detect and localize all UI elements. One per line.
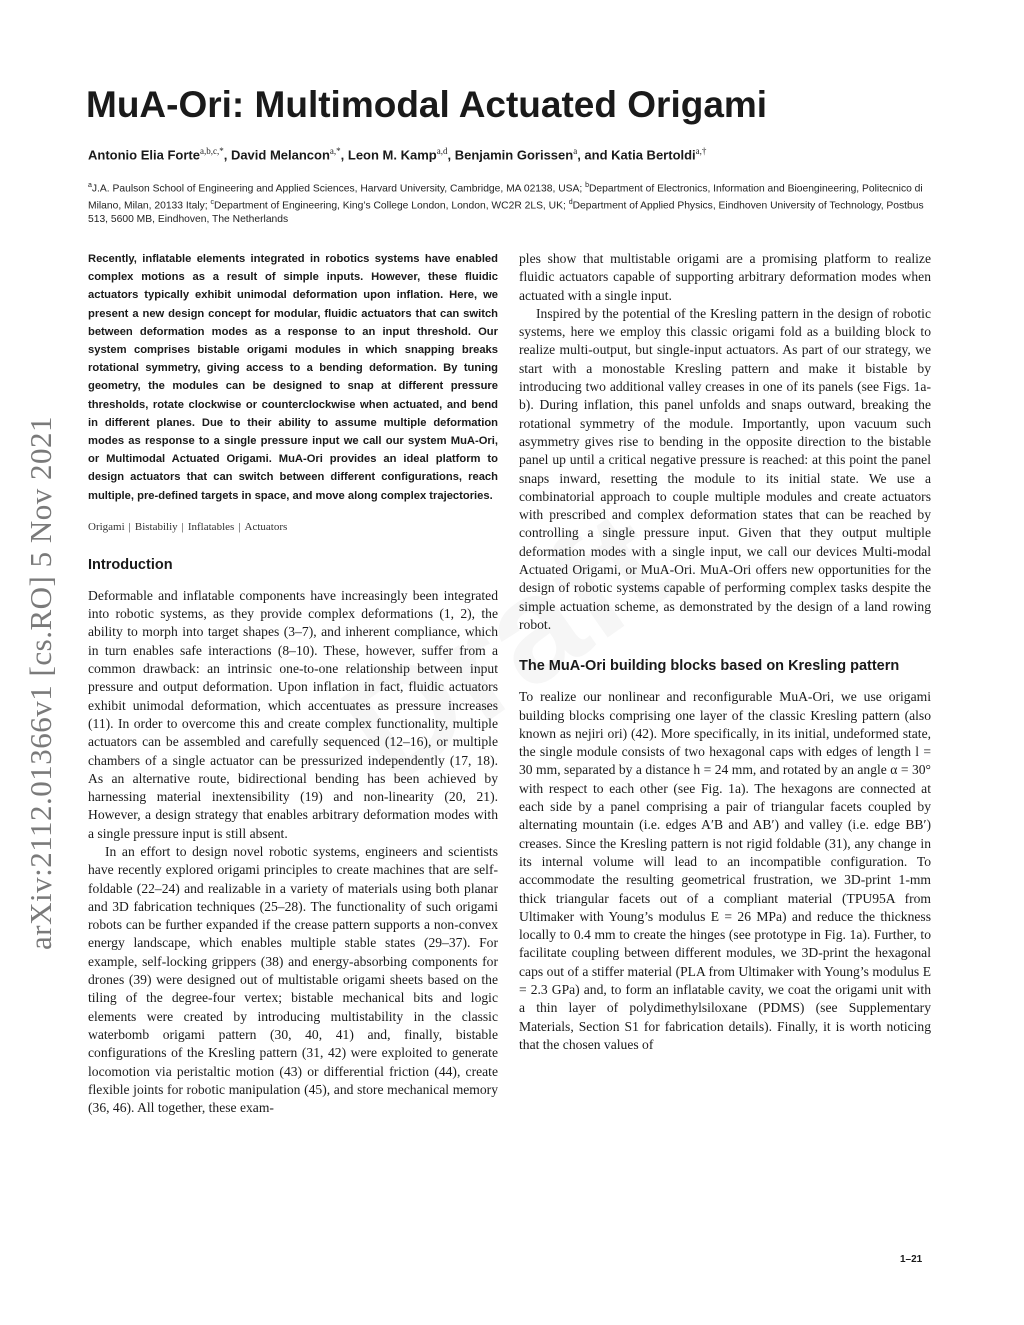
keyword: Origami: [88, 520, 125, 533]
author-affiliation-marker: a,†: [695, 146, 707, 156]
paragraph: Inspired by the potential of the Kresling pattern in the design of robotic systems, here we employ this classic origami fold as a building block to realize multi-output, but single-input actuators. As part of our strategy, we start with a monostable Kresling pattern and make it bistable by introducing two additional valley creases in one of its panels (see Figs. 1a-b). During inflation, this panel unfolds and snaps outward, breaking the rotational symmetry of the module. Importantly, upon vacuum such asymmetry gives rise to bending in the opposite direction to the bistable panel up until a critical negative pressure is reached: at this point the panel snaps inward, resetting the module to its initial state. We use a combinatorial approach to couple multiple modules and create actuators with prescribed and complex deformation states that can be reached by controlling a single pressure input. Given that they output multiple deformation modes with a single input, we call our devices Multi-modal Actuated Origami, or MuA-Ori. MuA-Ori offers new opportunities for the design of robotic systems capable of performing complex tasks despite the simple actuation scheme, as demonstrated by the design of a land rowing robot.: [519, 305, 931, 632]
paragraph: In an effort to design novel robotic systems, engineers and scientists have recently explored origami principles to create machines that are self-foldable (22–24) and realizable in a variety of materials using both planar and 3D fabrication techniques (25–28). The functionality of such origami robots can be further expanded if the crease pattern supports a non-convex energy landscape, which enables multiple stable states (29–37). For example, self-locking grippers (38) and energy-absorbing components for drones (39) were designed out of multistable origami sheets based on the tiling of the degree-four vertex; bistable mechanical bits and logic elements were created by introducing multistability in the classic waterbomb origami pattern (30, 40, 41) and, finally, bistable configurations of the Kresling pattern (31, 42) were exploited to generate locomotion via peristaltic motion (43) or differential friction (44), create flexible joints for robotic manipulation (45), and store mechanical memory (36, 46). All together, these exam-: [88, 844, 498, 1116]
affiliation-text: Department of Engineering, King’s College London, London, WC2R 2LS, UK;: [213, 200, 569, 212]
author-list: Antonio Elia Forte$^{a,b,c,*}$, David Melancon$^{a,*}$, Leon M. Kamp$^{a,d}$, Benjamin Gorissen$^a$, and Katia Bertoldi$^{a,\dagger}$: [88, 146, 707, 163]
paragraph: ples show that multistable origami are a promising platform to realize fluidic actuators capable of supporting arbitrary deformation modes when actuated with a single input.: [519, 251, 931, 303]
author-affiliation-marker: a,b,c,*: [199, 146, 224, 156]
author-name: Antonio Elia Forte: [88, 147, 200, 163]
right-column: [519, 250, 931, 1054]
section-heading-building-blocks: The MuA-Ori building blocks based on Kresling pattern: [519, 658, 900, 675]
keyword: Actuators: [244, 520, 288, 533]
section-heading-introduction: Introduction: [88, 556, 173, 573]
paragraph: Deformable and inflatable components have increasingly been integrated into robotic systems, as they provide complex deformations (1, 2), the ability to morph into target shapes (3–7), and inherent compliance, which in turn enables safe interactions (8–10). These, however, suffer from a common drawback: an intrinsic one-to-one relationship between input pressure and output deformation. Upon inflation in fact, fluidic actuators exhibit unimodal deformation, which accentuates as pressure increases (11). In order to overcome this and create complex functionality, multiple actuators can be assembled and carefully sequenced (12–16), or multiple chambers of a single actuator can be pressurized independently (17, 18). As an alternative route, bidirectional bending has been achieved by harnessing material inextensibility (19) and non-linearity (20, 21). However, a design strategy that enables arbitrary deformation modes with a single pressure input is still absent.: [88, 587, 498, 841]
author-name: Katia Bertoldi: [611, 147, 696, 163]
author-name: Leon M. Kamp: [347, 147, 437, 163]
arxiv-identifier[interactable]: arXiv:2112.01366v1 [cs.RO] 5 Nov 2021: [23, 416, 58, 950]
affiliations: $^a$J.A. Paulson School of Engineering and Applied Sciences, Harvard University, Cambridge, MA 02138, USA; $^b$Department of Electronics, Information and Bioengineering, Politecnico di Milano, Milan, 20133 Italy; $^c$Department of Engineering, King’s College London, London, WC2R 2LS, UK; $^d$Department of Applied Physics, Eindhoven University of Technology, Postbus 513, 5600 MB, Eindhoven, The Netherlands: [88, 182, 924, 225]
affiliation-text: Department of Electronics, Information and Bioengineering, Politecnico di Milano, Milan, 20133 Italy;: [88, 183, 923, 212]
left-column: [88, 250, 498, 1117]
author-affiliation-marker: a,d: [436, 146, 448, 156]
keyword: Inflatables: [187, 520, 235, 533]
affiliation-text: Department of Applied Physics, Eindhoven University of Technology, Postbus 513, 5600 MB, Eindhoven, The Netherlands: [88, 200, 924, 225]
affiliation-text: J.A. Paulson School of Engineering and Applied Sciences, Harvard University, Cambridge, MA 02138, USA;: [91, 183, 586, 195]
keyword: Bistabiliy: [134, 520, 178, 533]
page-number: 1–21: [900, 1254, 923, 1265]
paper-title: MuA-Ori: Multimodal Actuated Origami: [86, 84, 768, 125]
keywords: Origami | Bistabiliy | Inflatables | Actuators: [88, 520, 288, 533]
author-name: Benjamin Gorissen: [454, 147, 574, 163]
abstract: Recently, inflatable elements integrated in robotics systems have enabled complex motions as a result of simple inputs. However, these fluidic actuators typically exhibit unimodal deformation upon inflation. Here, we present a new design concept for modular, fluidic actuators that can switch between deformation modes as a response to an input threshold. Our system comprises bistable origami modules in which snapping breaks rotational symmetry, giving access to a bending deformation. By tuning geometry, the modules can be designed to snap at different pressure thresholds, rotate clockwise or counterclockwise when actuated, and bend in different planes. Due to their ability to assume multiple deformation modes as response to a single pressure input we call our system MuA-Ori, or Multimodal Actuated Origami. MuA-Ori provides an ideal platform to design actuators that can switch between different configurations, reach multiple, pre-defined targets in space, and move along complex trajectories.: [88, 253, 498, 502]
author-affiliation-marker: a: [573, 146, 578, 156]
author-affiliation-marker: a,*: [329, 146, 341, 156]
paragraph: To realize our nonlinear and reconfigurable MuA-Ori, we use origami building blocks comprising one layer of the classic Kresling pattern (also known as nejiri ori) (42). More specifically, in its initial, undeformed state, the single module consists of two hexagonal caps with edges of length l = 30 mm, separated by a distance h = 24 mm, and rotated by an angle α = 30° with respect to each other (see Fig. 1a). The hexagons are connected at each side by a panel comprising a pair of triangular facets coupled by alternating mountain (i.e. edges A′B and AB′) and valley (i.e. edge BB′) creases. Since the Kresling pattern is not rigid foldable (31), any change in its internal volume will lead to an incompatible configuration. To accommodate the resulting geometrical frustration, we 3D-print 1-mm thick triangular facets out of a compliant material (TPU95A from Ultimaker with Young’s modulus E = 26 MPa) and reduce the thickness locally to 0.4 mm to create the hinges (see prototype in Fig. 1a). Further, to facilitate coupling between different modules, we 3D-print the hexagonal caps out of a stiffer material (PLA from Ultimaker with Young’s modulus E = 2.3 GPa) and, to form an inflatable cavity, we coat the origami unit with a thin layer of polydimethylsiloxane (PDMS) (see Supplementary Materials, Section S1 for fabrication details). Finally, it is worth noticing that the chosen values of: [519, 689, 931, 1052]
author-name: David Melancon: [230, 147, 330, 163]
